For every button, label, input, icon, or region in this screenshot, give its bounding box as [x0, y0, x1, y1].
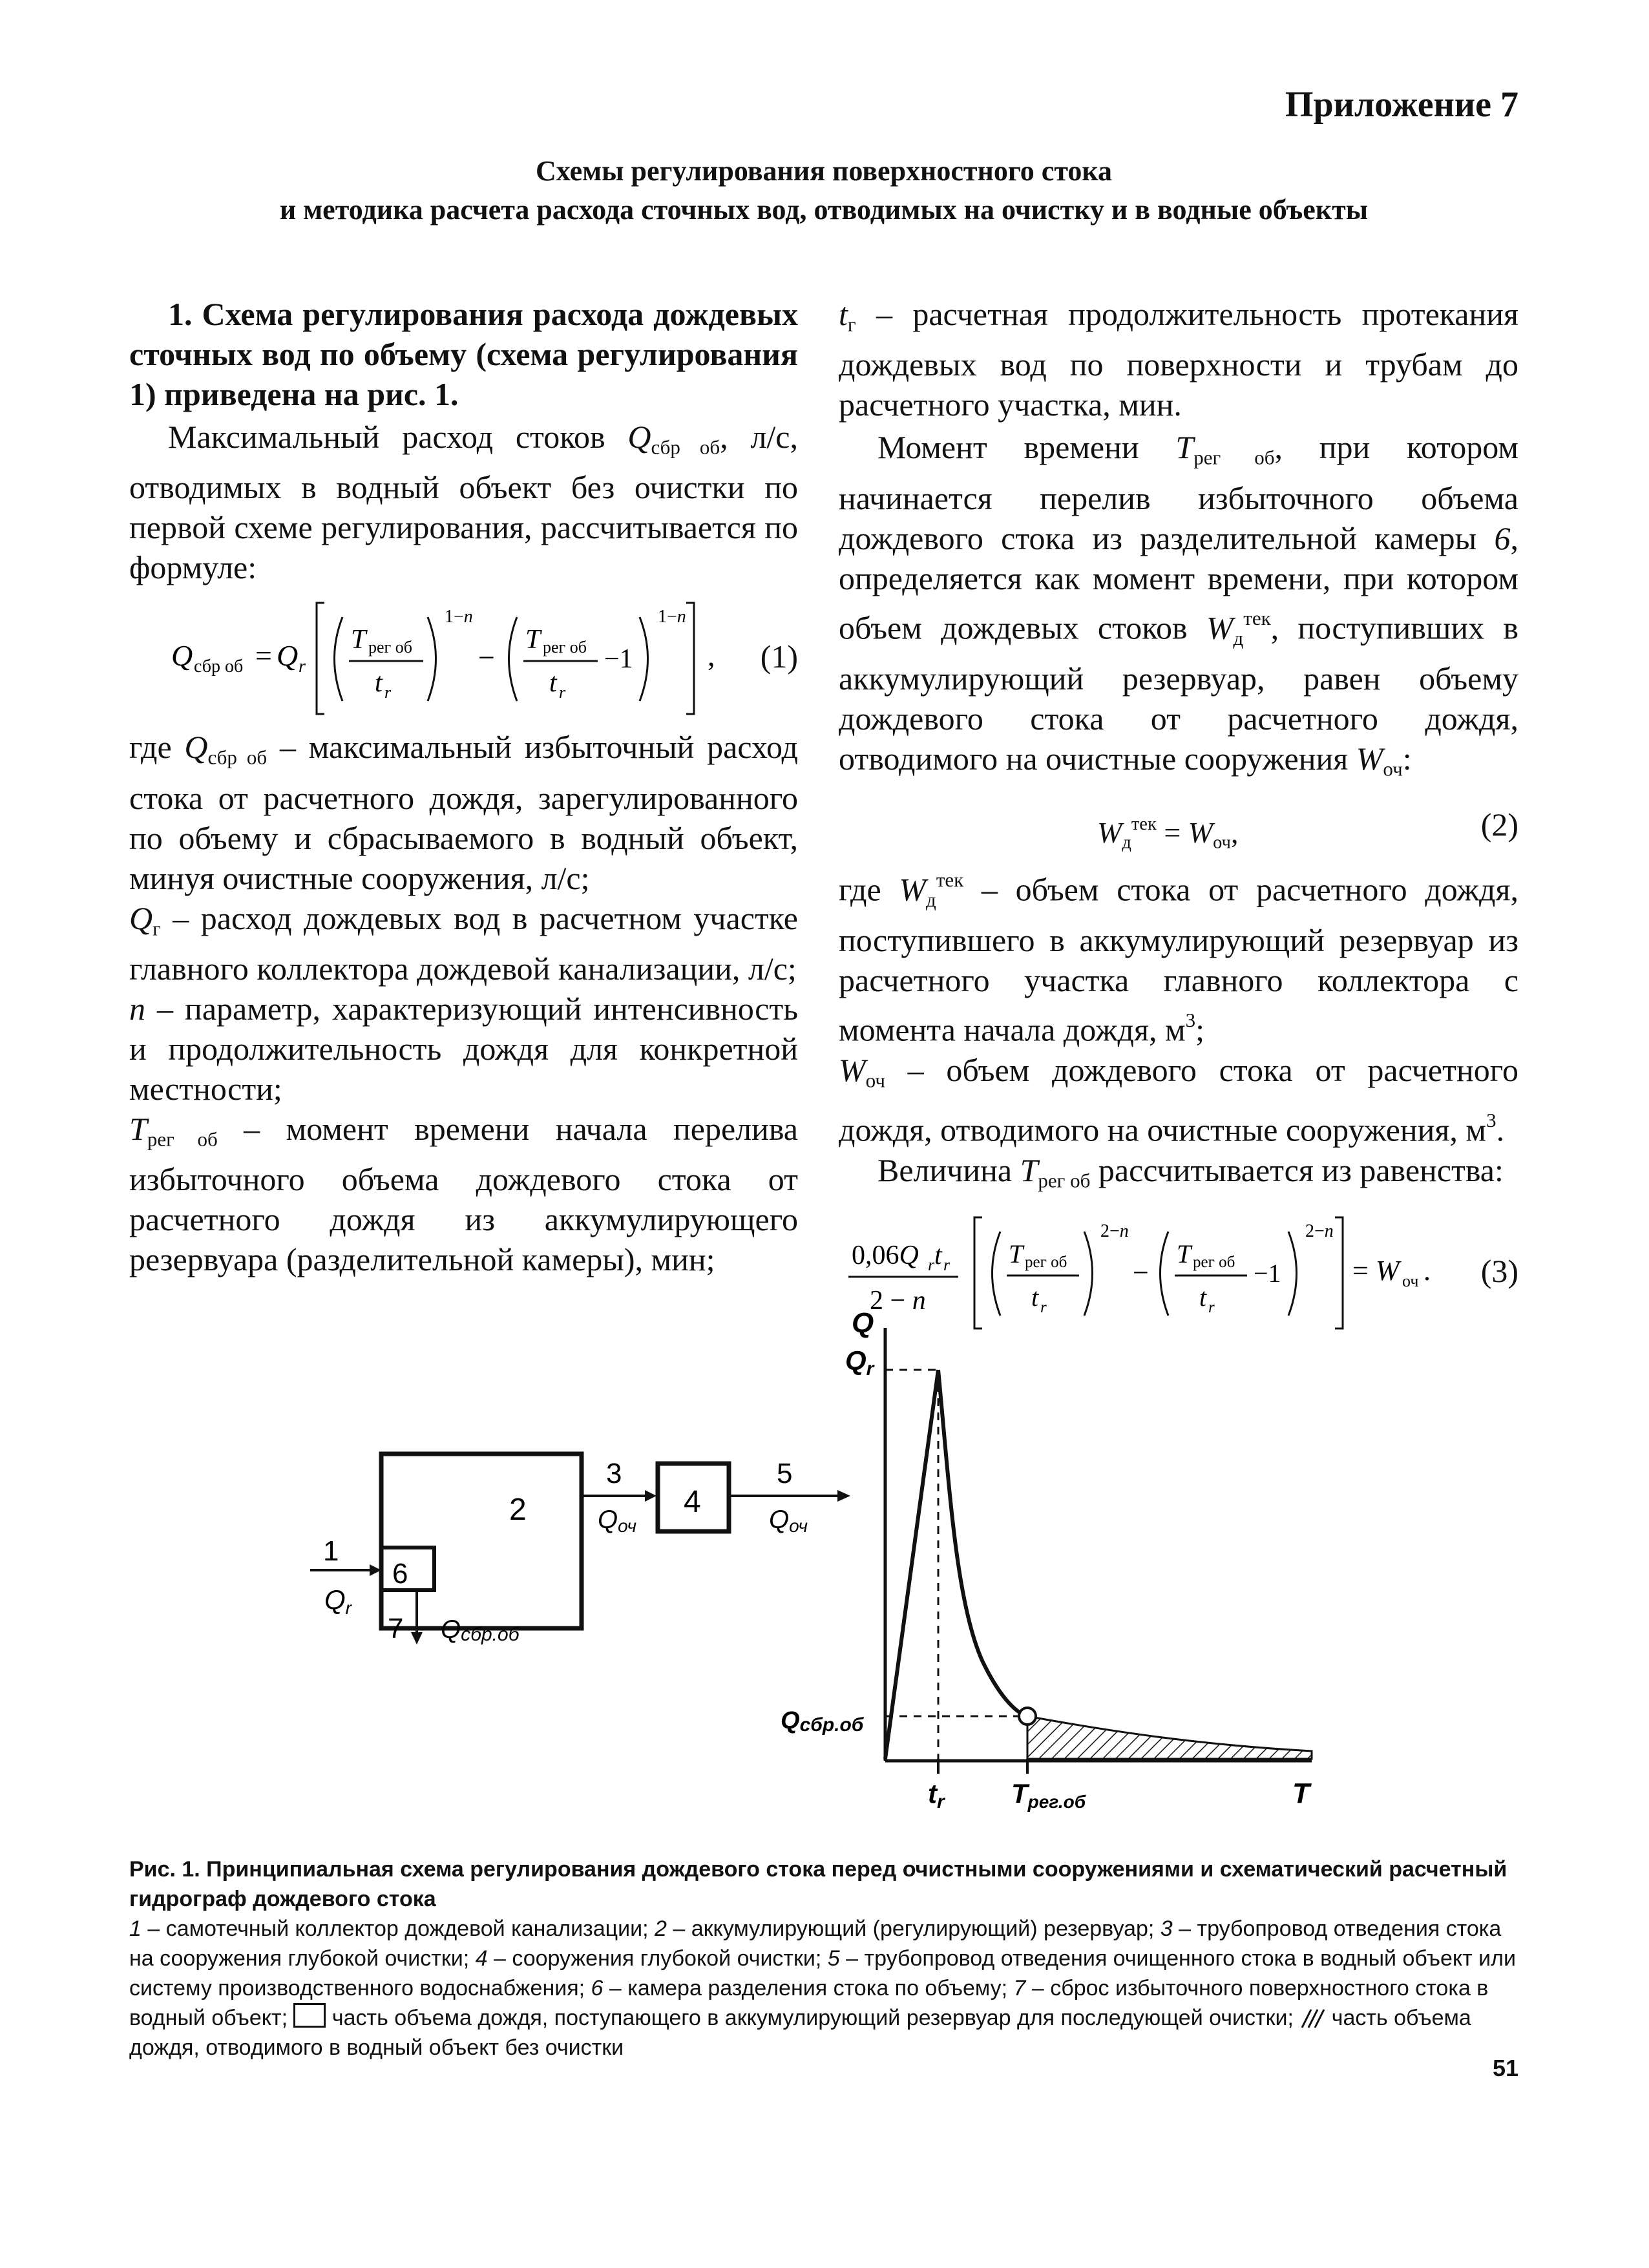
svg-text:рег об: рег об	[368, 638, 412, 657]
page-number: 51	[1492, 2055, 1518, 2081]
intro-paragraph: Максимальный расход стоков $Q_{сбр об}$, л/с, отводимых в водный объект без очистки по первой схеме регулирования, рассчитывается по формуле:	[129, 419, 798, 586]
definition-t-r: $t_г$ – расчетная продолжительность протекания дождевых вод по поверхности и трубам до расчетного участка, мин.	[839, 296, 1518, 423]
x-treg-label: Tрег.об	[1011, 1778, 1086, 1812]
label-q-och-2: Qоч	[769, 1506, 808, 1536]
svg-text:r: r	[1208, 1298, 1215, 1316]
y-sbr-label: Qсбр.об	[781, 1707, 864, 1736]
definition-w-och: $W_{оч}$ – объем дождевого стока от расчетного дождя, отводимого на очистные сооружения, $м^3$.	[839, 1051, 1518, 1148]
svg-text:2−n: 2−n	[1305, 1221, 1334, 1241]
label-6: 6	[392, 1558, 408, 1590]
x-tr-label: tr	[928, 1778, 945, 1812]
paragraph-moment: Момент времени $T_{рег об}$, при котором начинается перелив избыточного объема дождевого стока из разделительной камеры 6, определяется как момент времени, при котором объем дождевых стоков $W_д^{тек}$, поступивших в аккумулирующий резервуар, равен объему дождевого стока от расчетного дождя, отводимого на очистные сооружения $W_{оч}$:	[839, 429, 1518, 780]
svg-text:1−n: 1−n	[658, 607, 686, 627]
overflow-arrow	[411, 1632, 423, 1644]
label-2: 2	[509, 1493, 527, 1527]
svg-text:Q: Q	[171, 639, 193, 673]
label-q-r: Qr	[324, 1584, 352, 1618]
label-3: 3	[606, 1458, 622, 1489]
svg-text:2−n: 2−n	[1100, 1221, 1129, 1241]
svg-text:−1: −1	[1254, 1258, 1281, 1288]
svg-text:t: t	[934, 1240, 942, 1270]
equation-2-number: (2)	[1480, 806, 1518, 843]
title-line-1: Схемы регулирования поверхностного стока	[535, 155, 1113, 187]
y-axis-label: Q	[852, 1307, 874, 1339]
svg-text:t: t	[549, 668, 557, 698]
svg-text:рег об: рег об	[1025, 1253, 1067, 1271]
svg-text:.: .	[1423, 1254, 1431, 1286]
svg-text:r: r	[299, 656, 306, 677]
svg-text:r: r	[384, 683, 392, 702]
svg-text:−: −	[478, 641, 495, 675]
svg-text:T: T	[351, 625, 366, 655]
figure-caption	[129, 1854, 1518, 2063]
right-column	[839, 294, 1518, 1335]
svg-text:t: t	[1031, 1282, 1039, 1312]
svg-text:T: T	[525, 625, 541, 655]
definition-q-r: $Q_г$ – расход дождевых вод в расчетном участке главного коллектора дождевой канализации, л/с;	[129, 899, 798, 987]
left-column	[129, 294, 798, 1279]
svg-text:сбр об: сбр об	[194, 656, 244, 677]
svg-text:1−n: 1−n	[445, 607, 473, 627]
section-heading: 1. Схема регулирования расхода дождевых сточных вод по объему (схема регулирования 1) приведена на рис. 1.	[129, 296, 798, 412]
legend-empty-box	[293, 2003, 326, 2028]
label-4: 4	[684, 1485, 701, 1519]
pipe-3-arrow	[645, 1490, 656, 1502]
definition-q-sbr: где $Q_{сбр об}$ – максимальный избыточный расход стока от расчетного дождя, зарегулированного по объему и сбрасываемого в водный объект, минуя очистные сооружения, л/с;	[129, 729, 798, 896]
rising-limb	[885, 1370, 938, 1759]
y-peak-label: Qr	[845, 1345, 874, 1380]
svg-text:2 − n: 2 − n	[870, 1285, 926, 1316]
svg-text:=: =	[255, 639, 272, 673]
title-line-2: и методика расчета расхода сточных вод, отводимых на очистку и в водные объекты	[279, 194, 1369, 226]
svg-text:= W: = W	[1352, 1254, 1400, 1286]
svg-text:0,06Q: 0,06Q	[852, 1240, 919, 1270]
appendix-label: Приложение 7	[1285, 85, 1518, 125]
svg-text:r: r	[943, 1255, 951, 1274]
svg-text:Q: Q	[277, 639, 299, 673]
paragraph-value: Величина $T_{рег об}$ рассчитывается из равенства:	[877, 1151, 1504, 1192]
equation-3-number: (3)	[1480, 1252, 1518, 1289]
hydrograph	[769, 1299, 1338, 1816]
label-7: 7	[388, 1613, 404, 1644]
equation-1-number: (1)	[760, 638, 798, 675]
svg-text:,: ,	[708, 639, 715, 673]
definition-t-reg: $T_{рег об}$ – момент времени начала перелива избыточного объема дождевого стока от расчетного дождя из аккумулирующего резервуара (разделительной камеры), мин;	[129, 1110, 798, 1278]
svg-text:t: t	[375, 668, 383, 698]
svg-text:оч: оч	[1402, 1271, 1419, 1290]
svg-text:r: r	[1040, 1298, 1047, 1316]
svg-text:−1: −1	[604, 644, 633, 675]
definition-n: n – параметр, характеризующий интенсивность и продолжительность дождя для конкретной местности;	[129, 990, 798, 1107]
label-q-sbr: Qсбр.об	[441, 1615, 520, 1645]
label-5: 5	[777, 1458, 793, 1489]
label-q-och-1: Qоч	[598, 1506, 636, 1536]
svg-text:T: T	[1177, 1239, 1192, 1268]
falling-limb	[938, 1370, 1027, 1716]
x-axis-label: T	[1292, 1778, 1310, 1809]
caption-legend: 1 – самотечный коллектор дождевой канализации; 2 – аккумулирующий (регулирующий) резервуар; 3 – трубопровод отведения стока на сооружения глубокой очистки; 4 – сооружения глубокой очистки; 5 – трубопровод отведения очищенного стока в водный объект или систему производственного водоснабжения; 6 – камера разделения стока по объему; 7 – сброс избыточного поверхностного стока в водный объект; часть объема дождя, поступающего в аккумулирующий резервуар для последующей очистки; часть объема дождя, отводимого в водный объект без очистки	[129, 1916, 1516, 2060]
formula-2: $W_д^{тек} = W_{оч}$, (2)	[839, 795, 1518, 855]
legend-hatch-box	[1299, 2007, 1325, 2029]
tank-2	[381, 1454, 582, 1628]
caption-title: Рис. 1. Принципиальная схема регулирования дождевого стока перед очистными сооружениями и схематический расчетный гидрограф дождевого стока	[129, 1857, 1507, 1911]
svg-text:r: r	[928, 1255, 935, 1274]
svg-text:рег об: рег об	[543, 638, 587, 657]
svg-text:t: t	[1199, 1282, 1207, 1312]
overflow-point	[1019, 1708, 1036, 1725]
formula-1	[129, 591, 798, 720]
label-1: 1	[323, 1535, 339, 1567]
svg-text:r: r	[559, 683, 566, 702]
definition-w-d: где $W_д^{тек}$ – объем стока от расчетного дождя, поступившего в аккумулирующий резервуар из расчетного участка главного коллектора с момента начала дождя, $м^3$;	[839, 868, 1518, 1048]
hatched-area	[1027, 1716, 1312, 1759]
svg-text:T: T	[1009, 1239, 1024, 1268]
svg-text:−: −	[1133, 1256, 1149, 1288]
svg-text:рег об: рег об	[1193, 1253, 1235, 1271]
